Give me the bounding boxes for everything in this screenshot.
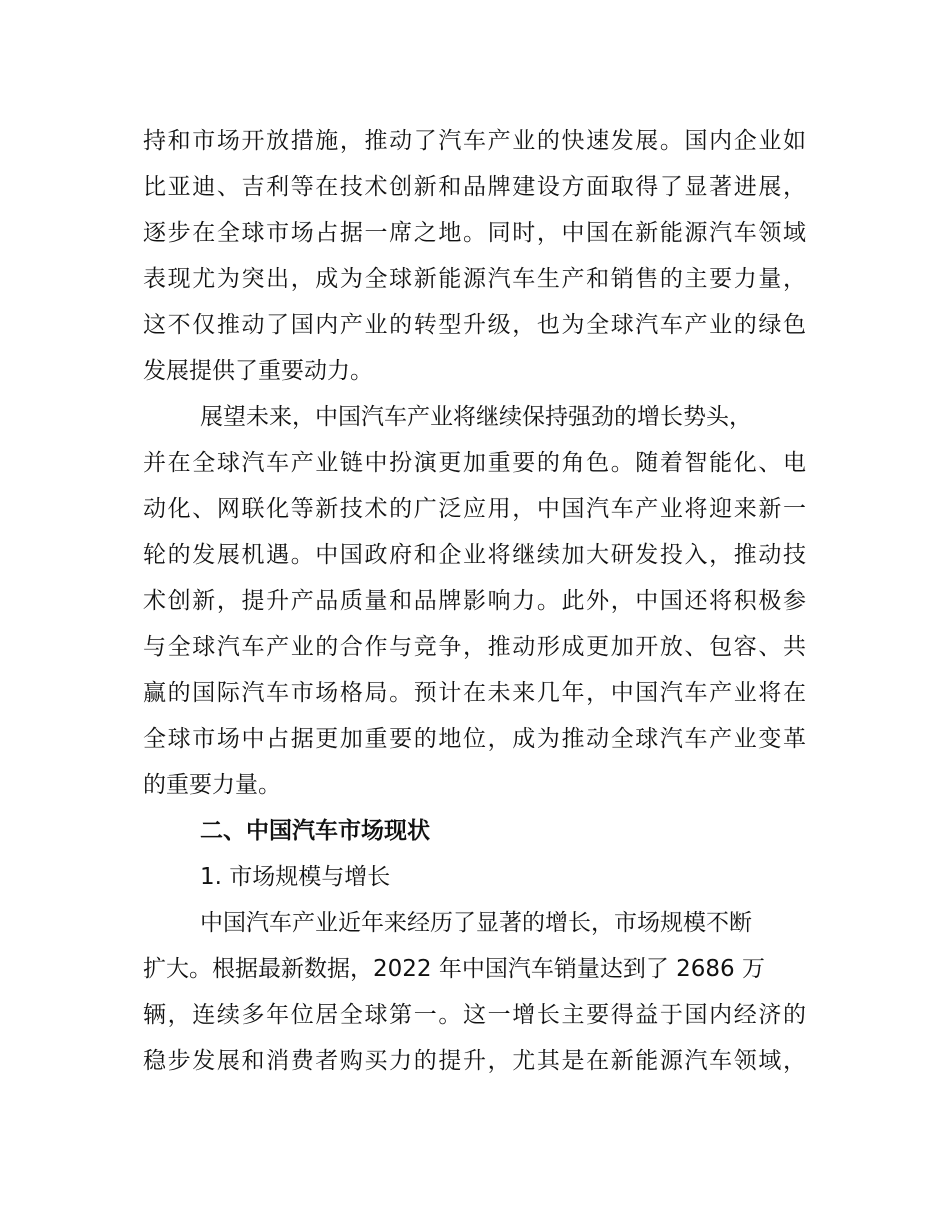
paragraph-line: 比亚迪、吉利等在技术创新和品牌建设方面取得了显著进展， [143,174,806,200]
paragraph-line: 扩大。根据最新数据，2022 年中国汽车销量达到了 2686 万 [143,956,765,982]
paragraph-line: 的重要力量。 [143,772,281,798]
paragraph-line: 辆，连续多年位居全球第一。这一增长主要得益于国内经济的 [143,1002,806,1028]
paragraph-line: 中国汽车产业近年来经历了显著的增长，市场规模不断 [200,910,752,936]
paragraph-line: 赢的国际汽车市场格局。预计在未来几年，中国汽车产业将在 [143,680,806,706]
paragraph-line: 持和市场开放措施，推动了汽车产业的快速发展。国内企业如 [143,128,806,154]
paragraph-line: 轮的发展机遇。中国政府和企业将继续加大研发投入，推动技 [143,542,806,568]
paragraph-line: 术创新，提升产品质量和品牌影响力。此外，中国还将积极参 [143,588,806,614]
paragraph-line: 动化、网联化等新技术的广泛应用，中国汽车产业将迎来新一 [143,496,806,522]
paragraph-line: 与全球汽车产业的合作与竞争，推动形成更加开放、包容、共 [143,634,806,660]
paragraph-line: 发展提供了重要动力。 [143,358,373,384]
paragraph-line: 逐步在全球市场占据一席之地。同时，中国在新能源汽车领域 [143,220,806,246]
paragraph-line: 全球市场中占据更加重要的地位，成为推动全球汽车产业变革 [143,726,806,752]
section-heading: 二、中国汽车市场现状 [200,818,430,844]
paragraph-line: 并在全球汽车产业链中扮演更加重要的角色。随着智能化、电 [143,450,806,476]
paragraph-line: 表现尤为突出，成为全球新能源汽车生产和销售的主要力量， [143,266,806,292]
paragraph-line: 这不仅推动了国内产业的转型升级，也为全球汽车产业的绿色 [143,312,806,338]
subsection-heading: 1. 市场规模与增长 [200,864,391,890]
paragraph-line: 展望未来，中国汽车产业将继续保持强劲的增长势头， [200,404,752,430]
paragraph-line: 稳步发展和消费者购买力的提升，尤其是在新能源汽车领域， [143,1048,806,1074]
